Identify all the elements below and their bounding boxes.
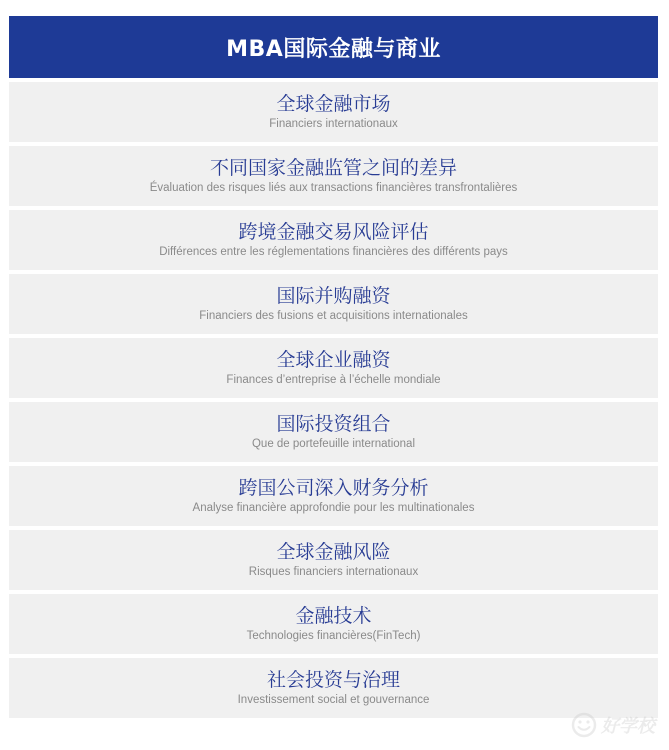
watermark-text: 好学校 xyxy=(601,716,655,737)
watermark xyxy=(571,712,655,738)
course-title-fr: Différences entre les réglementations financières des différents pays xyxy=(159,245,508,258)
course-title-fr: Technologies financières(FinTech) xyxy=(246,629,421,642)
course-list-table xyxy=(9,16,658,718)
course-title-zh: 全球金融风险 xyxy=(276,540,391,563)
smile-logo-icon xyxy=(571,712,597,738)
course-title-zh: 跨境金融交易风险评估 xyxy=(238,220,429,243)
course-title-fr: Financiers internationaux xyxy=(269,117,398,130)
course-row xyxy=(9,338,658,398)
course-title-fr: Financiers des fusions et acquisitions internationales xyxy=(199,309,468,322)
course-row xyxy=(9,274,658,334)
course-title-zh: 国际投资组合 xyxy=(276,412,391,435)
course-title-zh: 社会投资与治理 xyxy=(266,668,400,691)
table-header xyxy=(9,16,658,78)
course-title-fr: Risques financiers internationaux xyxy=(248,565,419,578)
course-row xyxy=(9,466,658,526)
course-row xyxy=(9,530,658,590)
course-title-zh: 金融技术 xyxy=(295,604,372,627)
course-title-fr: Investissement social et gouvernance xyxy=(237,693,430,706)
course-row xyxy=(9,402,658,462)
course-title-zh: 全球企业融资 xyxy=(276,348,391,371)
course-row xyxy=(9,82,658,142)
course-title-zh: 全球金融市场 xyxy=(276,92,391,115)
course-title-fr: Finances d’entreprise à l’échelle mondiale xyxy=(226,373,441,386)
course-row xyxy=(9,594,658,654)
course-title-zh: 不同国家金融监管之间的差异 xyxy=(209,156,457,179)
course-title-fr: Que de portefeuille international xyxy=(251,437,416,450)
course-title-zh: 跨国公司深入财务分析 xyxy=(238,476,429,499)
course-title-fr: Évaluation des risques liés aux transactions financières transfrontalières xyxy=(149,181,518,194)
course-title-fr: Analyse financière approfondie pour les multinationales xyxy=(192,501,475,514)
course-title-zh: 国际并购融资 xyxy=(276,284,391,307)
course-row xyxy=(9,210,658,270)
course-row xyxy=(9,658,658,718)
page-title: MBA国际金融与商业 xyxy=(226,36,441,62)
course-row xyxy=(9,146,658,206)
